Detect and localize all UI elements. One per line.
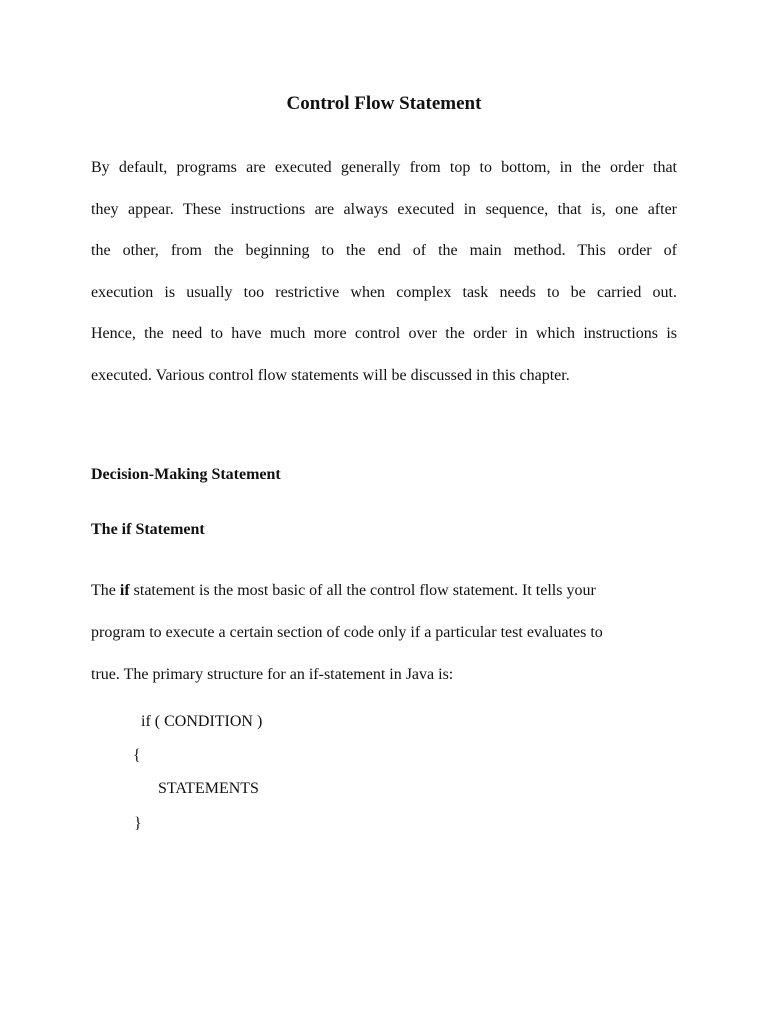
if-paragraph-line [91,570,691,612]
subsection-heading: The if Statement [91,521,205,538]
if-keyword: if [119,582,130,599]
code-line-open-brace: { [133,747,141,764]
section-heading: Decision-Making Statement [91,466,281,483]
intro-line: Hence, the need to have much more control over the order in which instructions is [91,325,677,343]
if-text-after: statement is the most basic of all the control flow statement. It tells your [129,582,596,599]
page-title: Control Flow Statement [286,93,482,114]
if-paragraph [91,570,691,696]
code-line-close-brace: } [134,815,142,832]
code-line-condition: if ( CONDITION ) [141,713,263,730]
intro-line: By default, programs are executed generally from top to bottom, in the order that [91,159,677,176]
if-paragraph-line: program to execute a certain section of code only if a particular test evaluates to [91,624,603,641]
intro-paragraph [91,147,677,397]
intro-line: execution is usually too restrictive when complex task needs to be carried out. [91,283,677,301]
if-text-before: The [91,582,120,599]
intro-line: they appear. These instructions are always executed in sequence, that is, one after [91,200,677,218]
intro-line: executed. Various control flow statements will be discussed in this chapter. [91,366,570,384]
if-paragraph-line: true. The primary structure for an if-statement in Java is: [91,666,454,683]
code-line-statements: STATEMENTS [158,780,259,797]
intro-line: the other, from the beginning to the end of the main method. This order of [91,242,677,260]
